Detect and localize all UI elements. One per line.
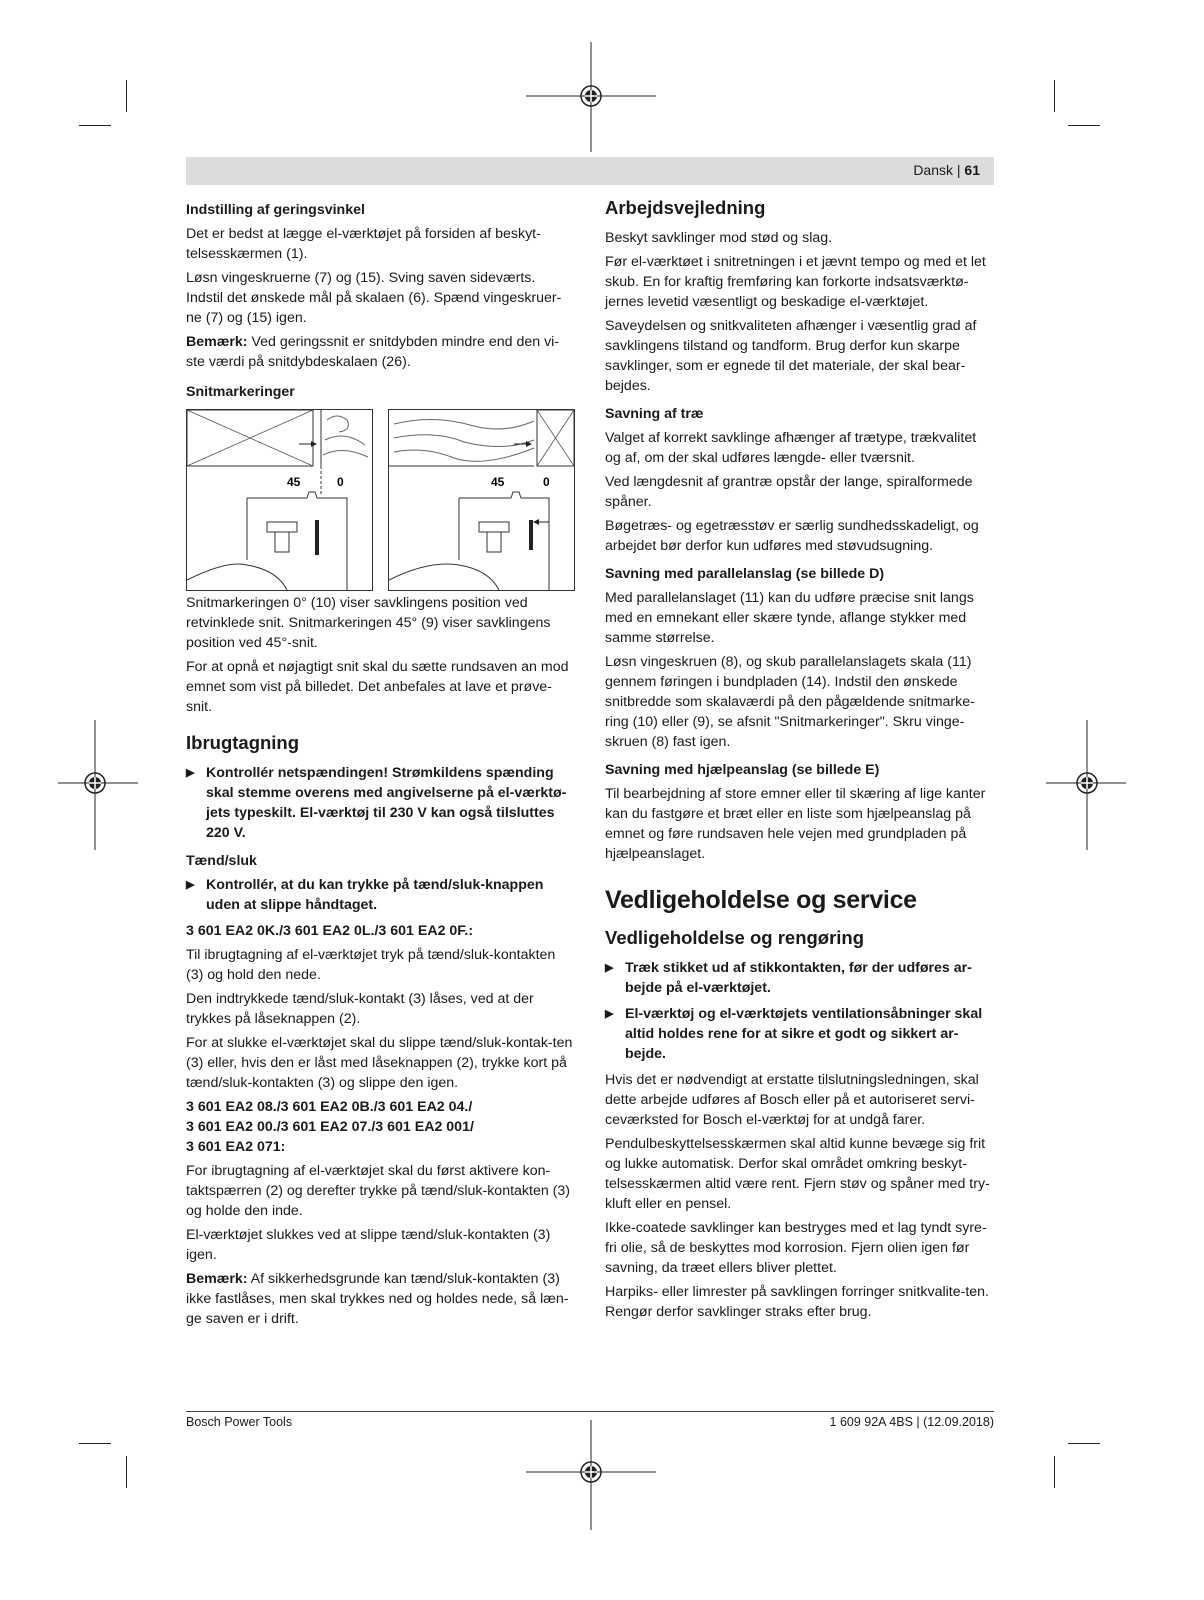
bullet [186, 763, 574, 843]
figure-cut-mark-45 [388, 409, 575, 591]
section-title-ibrugtagning: Ibrugtagning [186, 732, 300, 753]
crop-mark [1054, 80, 1055, 112]
paragraph: Til bearbejdning af store emner eller til skæring af lige kanter kan du fastgøre et bræt eller en liste som hjælpeanslag på emnet og føre rundsaven hele vejen med grundpladen på hjælpeanslaget. [605, 786, 986, 862]
model-list: 3 601 EA2 071: [186, 1139, 286, 1155]
bullet-arrow-icon: ▶ [605, 962, 614, 974]
subsection-title-hjaelpe: Savning med hjælpeanslag (se billede E) [605, 762, 880, 778]
bullet-arrow-icon: ▶ [186, 879, 195, 891]
fig-label-45: 45 [287, 475, 301, 489]
subsection-title-rengoring: Vedligeholdelse og rengøring [605, 927, 865, 948]
paragraph: Snitmarkeringen 0° (10) viser savklingens position ved retvinklede snit. Snitmarkeringen 45° (9) viser savklingens position ved 45°-snit. [186, 595, 551, 651]
paragraph: Den indtrykkede tænd/sluk-kontakt (3) låses, ved at der trykkes på låseknappen (2). [186, 991, 534, 1027]
right-column [605, 196, 995, 1326]
figure-drawing [187, 410, 372, 590]
note-text: Af sikkerhedsgrunde kan tænd/sluk-kontakten (3) ikke fastlåses, men skal trykkes ned og holdes nede, så læn-ge saven er i drift. [186, 1271, 569, 1327]
registration-mark-top [526, 42, 656, 152]
paragraph: Løsn vingeskruerne (7) og (15). Sving saven sideværts. Indstil det ønskede mål på skalaen (6). Spænd vingeskruer-ne (7) og (15) igen. [186, 270, 562, 326]
paragraph: Det er bedst at lægge el-værktøjet på forsiden af beskyt-telsesskærmen (1). [186, 226, 541, 262]
header-language: Dansk [913, 162, 953, 178]
section-title-vedligehold: Vedligeholdelse og service [605, 886, 917, 914]
footer-rule [186, 1411, 994, 1412]
section-title-geringsvinkel: Indstilling af geringsvinkel [186, 202, 365, 218]
bullet-text: Kontrollér, at du kan trykke på tænd/sluk-knappen uden at slippe håndtaget. [206, 877, 544, 913]
header-text: Dansk | 61 [913, 162, 980, 178]
paragraph: For at opnå et nøjagtigt snit skal du sætte rundsaven an mod emnet som vist på billedet. Det anbefales at lave et prøve-snit. [186, 659, 569, 715]
crop-mark [1068, 125, 1100, 126]
note-text: Ved geringssnit er snitdybden mindre end den vi-ste værdi på snitdybdeskalaen (26). [186, 334, 560, 370]
registration-mark-bottom [526, 1420, 656, 1530]
footer-right: 1 609 92A 4BS | (12.09.2018) [829, 1415, 994, 1429]
model-list: 3 601 EA2 08./3 601 EA2 0B./3 601 EA2 04./ [186, 1099, 473, 1115]
paragraph [186, 332, 574, 372]
paragraph: Bøgetræs- og egetræsstøv er særlig sundhedsskadeligt, og arbejdet bør derfor kun udføres med støvudsugning. [605, 518, 979, 554]
note-label: Bemærk: [186, 1271, 248, 1287]
bullet-arrow-icon: ▶ [605, 1008, 614, 1020]
note-label: Bemærk: [186, 334, 248, 350]
crop-mark [79, 1443, 111, 1444]
bullet [186, 875, 574, 915]
bullet-text: Træk stikket ud af stikkontakten, før der udføres ar-bejde på el-værktøjet. [625, 960, 972, 996]
paragraph: Valget af korrekt savklinge afhænger af trætype, trækvalitet og af, om der skal udføres længde- eller tværsnit. [605, 430, 977, 466]
crop-mark [79, 125, 111, 126]
page-number: 61 [964, 162, 980, 178]
paragraph: For ibrugtagning af el-værktøjet skal du først aktivere kon-taktspærren (2) og derefter trykke på tænd/sluk-kontakten (3) og holde den inde. [186, 1163, 571, 1219]
left-column-top [186, 200, 574, 406]
registration-mark-left [58, 720, 138, 850]
paragraph: Beskyt savklinger mod stød og slag. [605, 230, 833, 246]
registration-mark-right [1046, 720, 1126, 850]
paragraph: Før el-værktøet i snitretningen i et jævnt tempo og med et let skub. En for kraftig fremføring kan forkorte indsatsværktø-jernes levetid væsentligt og beskadige el-værktøjet. [605, 254, 986, 310]
crop-mark [1054, 1456, 1055, 1488]
section-title-snitmarkeringer: Snitmarkeringer [186, 384, 295, 400]
paragraph: Ved længdesnit af grantræ opstår der lange, spiralformede spåner. [605, 474, 973, 510]
paragraph: For at slukke el-værktøjet skal du slippe tænd/sluk-kontak-ten (3) eller, hvis den er låst med låseknappen (2), trykke kort på tænd/sluk-kontakten (3) og slippe den igen. [186, 1035, 573, 1091]
left-column-bottom [186, 593, 574, 1333]
paragraph: Løsn vingeskruen (8), og skub parallelanslagets skala (11) gennem føringen i bundpladen (14). Indstil den ønskede snitbredde som skalaværdi på den pågældende snitmarke-ring (10) eller (9), se afsnit "Snitmarkeringer". Skru vinge-skruen (8) fast igen. [605, 654, 975, 750]
subsection-title-parallel: Savning med parallelanslag (se billede D) [605, 566, 885, 582]
paragraph: El-værktøjet slukkes ved at slippe tænd/sluk-kontakten (3) igen. [186, 1227, 551, 1263]
paragraph: Med parallelanslaget (11) kan du udføre præcise snit langs med en emnekant eller skære tynde, aflange stykker med samme størrelse. [605, 590, 974, 646]
model-list: 3 601 EA2 0K./3 601 EA2 0L./3 601 EA2 0F.: [186, 923, 474, 939]
bullet [605, 1004, 995, 1064]
fig-label-45: 45 [491, 475, 505, 489]
paragraph: Pendulbeskyttelsesskærmen skal altid kunne bevæge sig frit og lukke automatisk. Derfor skal området omkring beskyt-telsesskærmen altid være rent. Fjern støv og spåner med try-kluft eller en pensel. [605, 1136, 990, 1212]
figure-cut-mark-0 [186, 409, 373, 591]
page-header [186, 157, 994, 185]
paragraph: Saveydelsen og snitkvaliteten afhænger i væsentlig grad af savklingens tilstand og tandform. Brug derfor kun skarpe savklinger, som er egnede til det materiale, der skal bear-bejdes. [605, 318, 977, 394]
paragraph: Hvis det er nødvendigt at erstatte tilslutningsledningen, skal dette arbejde udføres af Bosch eller på et autoriseret servi-ceværksted for Bosch el-værktøj for at undgå farer. [605, 1072, 979, 1128]
fig-label-0: 0 [337, 475, 344, 489]
subsection-title-trae: Savning af træ [605, 406, 704, 422]
bullet [605, 958, 995, 998]
paragraph: Ikke-coatede savklinger kan bestryges med et lag tyndt syre-fri olie, så de beskyttes mod korrosion. Fjern olien igen før savning, da træet ellers bliver plettet. [605, 1220, 987, 1276]
crop-mark [126, 80, 127, 112]
paragraph: Til ibrugtagning af el-værktøjet tryk på tænd/sluk-kontakten (3) og hold den nede. [186, 947, 556, 983]
bullet-text: El-værktøj og el-værktøjets ventilationsåbninger skal altid holdes rene for at sikre et godt og sikkert ar-bejde. [625, 1006, 983, 1062]
model-list: 3 601 EA2 00./3 601 EA2 07./3 601 EA2 001/ [186, 1119, 474, 1135]
bullet-arrow-icon: ▶ [186, 767, 195, 779]
footer-left: Bosch Power Tools [186, 1415, 293, 1429]
crop-mark [1068, 1443, 1100, 1444]
paragraph [186, 1269, 574, 1329]
fig-label-0: 0 [543, 475, 550, 489]
figure-drawing [389, 410, 574, 590]
paragraph: Harpiks- eller limrester på savklingen forringer snitkvalite-ten. Rengør derfor savklinger straks efter brug. [605, 1284, 989, 1320]
crop-mark [126, 1456, 127, 1488]
subsection-title-taend: Tænd/sluk [186, 853, 257, 869]
bullet-text: Kontrollér netspændingen! Strømkildens spænding skal stemme overens med angivelserne på el-værktø-jets typeskilt. El-værktøj til 230 V kan også tilsluttes 220 V. [206, 765, 567, 841]
section-title-arbejdsvejledning: Arbejdsvejledning [605, 197, 766, 218]
